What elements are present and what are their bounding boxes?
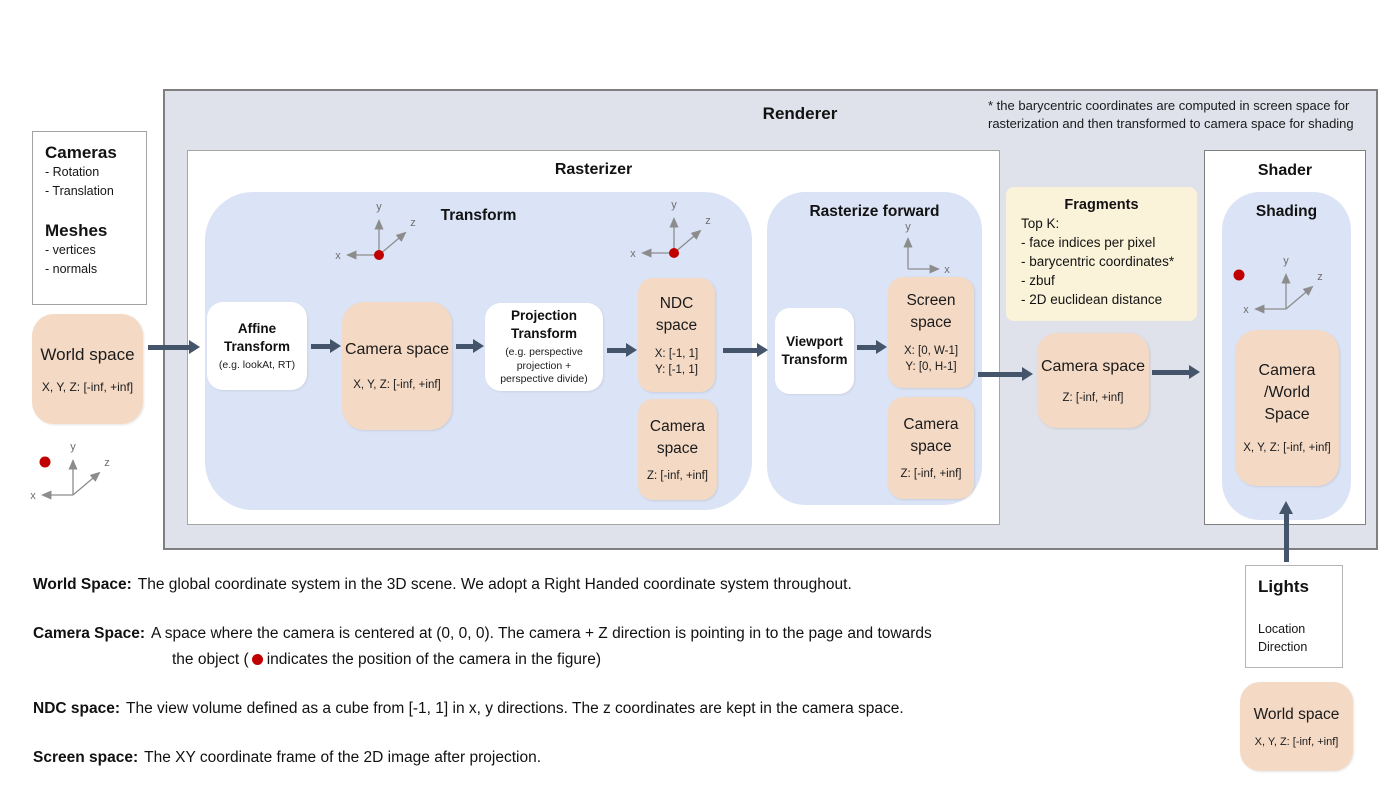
camera-world-space-line1: Camera — [1258, 362, 1316, 379]
camera-space-box-transform — [342, 302, 452, 430]
lights-box — [1245, 565, 1343, 668]
cameras-item: - Rotation — [45, 165, 100, 179]
affine-transform-label-line2: Transform — [223, 338, 291, 354]
definition-text: indicates the position of the camera in the figure) — [266, 650, 601, 668]
camera-space-z-label-line1: Camera — [903, 416, 959, 433]
camera-space-range: X, Y, Z: [-inf, +inf] — [353, 379, 441, 391]
screen-space-box — [888, 277, 974, 388]
ndc-space-range-x: X: [-1, 1] — [654, 347, 699, 360]
transform-title: Transform — [440, 207, 517, 224]
shading-axes-icon — [1228, 246, 1328, 324]
svg-text:x: x — [630, 248, 636, 260]
affine-transform-sublabel: (e.g. lookAt, RT) — [218, 358, 296, 371]
projection-transform-sublabel-1: (e.g. perspective — [505, 346, 583, 359]
rasterize-forward-title: Rasterize forward — [809, 203, 940, 220]
cameras-title: Cameras — [45, 143, 117, 162]
svg-text:z: z — [104, 457, 110, 469]
shading-title: Shading — [1255, 203, 1318, 220]
definition-term: NDC space: — [33, 700, 120, 717]
svg-text:x: x — [944, 264, 950, 274]
camera-space-z-range: Z: [-inf, +inf] — [900, 468, 962, 480]
screen-space-label-line1: Screen — [906, 292, 956, 309]
world-space-box-input — [32, 314, 143, 424]
definition-text: the object ( — [172, 650, 249, 668]
world-space-range: X, Y, Z: [-inf, +inf] — [41, 379, 134, 394]
viewport-transform-label-line1: Viewport — [786, 334, 843, 349]
definition-camera-space — [33, 621, 1143, 672]
meshes-item: - normals — [45, 261, 98, 276]
definition-text: The view volume defined as a cube from [-1, 1] in x, y directions. The z coordinates are kept in the camera space. — [126, 700, 904, 717]
projection-transform-label-line1: Projection — [510, 308, 577, 324]
arrow-lights-to-shading — [1284, 514, 1289, 562]
fragments-line: - zbuf — [1021, 273, 1055, 288]
svg-text:z: z — [1317, 271, 1323, 283]
camera-space-z-range: Z: [-inf, +inf] — [646, 469, 709, 482]
svg-text:y: y — [1283, 255, 1289, 267]
definition-term: Camera Space: — [33, 625, 146, 642]
lights-item: Direction — [1258, 639, 1308, 654]
definition-term: World Space: — [33, 576, 132, 593]
arrow-ndc-to-viewport — [723, 348, 757, 353]
fragments-line: - barycentric coordinates* — [1021, 254, 1175, 269]
svg-text:x: x — [335, 250, 341, 262]
projection-transform-sublabel-2: projection + — [516, 359, 572, 372]
camera-axes-icon — [332, 198, 424, 270]
arrow-worldspace-to-affine — [148, 345, 189, 350]
camera-space-z-label-line1: Camera — [649, 417, 706, 435]
meshes-item: - vertices — [45, 243, 96, 257]
arrow-viewport-to-screenspace — [857, 345, 876, 350]
camera-space-z-box-ndc — [638, 399, 717, 500]
fragments-line: - 2D euclidean distance — [1021, 292, 1163, 307]
camera-space-label: Camera space — [344, 341, 450, 358]
camera-space-z-label-line2: space — [910, 438, 952, 455]
viewport-transform-label-line2: Transform — [781, 352, 848, 367]
lights-item: Location — [1258, 622, 1306, 636]
fragments-title: Fragments — [1064, 197, 1139, 213]
camera-space-label: Camera space — [1040, 357, 1146, 375]
definition-ndc-space — [33, 696, 1143, 722]
ndc-space-label-line1: NDC — [659, 294, 694, 312]
svg-text:y: y — [376, 201, 382, 213]
arrow-affine-to-cameraspace — [311, 344, 330, 349]
arrow-cameraspace-to-projection — [456, 344, 473, 349]
screen-space-range-x: X: [0, W-1] — [903, 345, 959, 357]
cameras-item: - Translation — [45, 183, 114, 198]
projection-transform-sublabel-3: perspective divide) — [500, 373, 588, 386]
meshes-title: Meshes — [45, 221, 108, 240]
renderer-title: Renderer — [762, 104, 838, 123]
svg-text:z: z — [410, 217, 416, 229]
screen-space-label-line2: space — [910, 314, 952, 331]
camera-space-z-label-line2: space — [656, 439, 699, 457]
world-space-range: X, Y, Z: [-inf, +inf] — [1254, 735, 1339, 748]
shader-title: Shader — [1257, 162, 1313, 179]
definition-screen-space — [33, 745, 1113, 771]
arrow-projection-to-ndc — [607, 348, 626, 353]
definition-text: A space where the camera is centered at (0, 0, 0). The camera + Z direction is pointing in to the page and towards — [151, 625, 932, 642]
affine-transform-label-line1: Affine — [237, 320, 277, 336]
ndc-space-range-y: Y: [-1, 1] — [655, 363, 698, 376]
definition-world-space — [33, 572, 1113, 598]
camera-space-range: Z: [-inf, +inf] — [1062, 391, 1124, 404]
camera-world-space-box — [1235, 330, 1339, 486]
fragments-line: Top K: — [1021, 216, 1060, 231]
barycentric-note: * the barycentric coordinates are computed in screen space for rasterization and then transformed to camera space for shading — [988, 98, 1354, 131]
ndc-space-label-line2: space — [655, 316, 698, 334]
camera-world-space-line3: Space — [1264, 406, 1310, 423]
cameras-meshes-box — [32, 131, 147, 305]
world-space-label: World space — [40, 344, 135, 364]
definition-term: Screen space: — [33, 749, 139, 766]
world-space-box-lights — [1240, 682, 1353, 771]
svg-text:z: z — [705, 215, 711, 227]
ndc-axes-icon — [627, 196, 719, 268]
camera-position-dot-icon — [252, 654, 263, 665]
camera-space-z-box-output — [1037, 333, 1149, 428]
projection-transform-label-line2: Transform — [510, 326, 578, 342]
world-axes-icon — [25, 433, 121, 511]
svg-text:y: y — [671, 199, 677, 211]
world-space-label: World space — [1253, 705, 1340, 723]
fragments-box — [1006, 187, 1197, 321]
definition-text: The global coordinate system in the 3D scene. We adopt a Right Handed coordinate system throughout. — [137, 576, 852, 593]
definition-text: The XY coordinate frame of the 2D image after projection. — [144, 749, 542, 766]
arrow-rasterizer-to-cameraspace — [978, 372, 1022, 377]
camera-space-z-box-screen — [888, 397, 974, 499]
svg-text:x: x — [30, 490, 36, 502]
screen-space-range-y: Y: [0, H-1] — [905, 361, 957, 373]
svg-text:y: y — [905, 222, 911, 233]
svg-text:x: x — [1243, 304, 1249, 316]
fragments-line: - face indices per pixel — [1021, 235, 1156, 250]
projection-transform-box — [485, 303, 603, 391]
svg-text:y: y — [70, 441, 76, 453]
lights-title: Lights — [1258, 577, 1309, 596]
camera-world-space-line2: /World — [1264, 384, 1310, 401]
affine-transform-box — [207, 302, 307, 390]
viewport-transform-box — [775, 308, 854, 394]
camera-world-space-range: X, Y, Z: [-inf, +inf] — [1243, 442, 1331, 454]
ndc-space-box — [638, 278, 715, 392]
rasterizer-title: Rasterizer — [554, 161, 633, 178]
screen-axes-icon — [894, 222, 952, 274]
arrow-cameraspace-to-shader — [1152, 370, 1189, 375]
